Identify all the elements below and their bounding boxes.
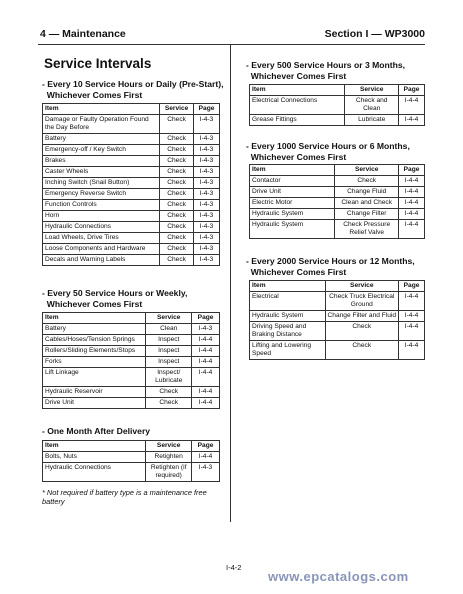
page-cell: I-4-4 — [399, 341, 425, 360]
header-rule — [38, 44, 425, 45]
item-cell: Brakes — [43, 156, 160, 167]
item-cell: Lifting and Lowering Speed — [250, 341, 326, 360]
heading-line: - Every 1000 Service Hours or 6 Months, — [246, 141, 410, 151]
page-title: Service Intervals — [44, 56, 152, 71]
table-row — [43, 452, 220, 463]
table-row — [250, 115, 425, 126]
table-row — [250, 209, 425, 220]
page-cell: I-4-3 — [194, 156, 220, 167]
page-cell: I-4-3 — [194, 244, 220, 255]
item-cell: Hydraulic System — [250, 220, 335, 239]
item-cell: Loose Components and Hardware — [43, 244, 160, 255]
column-header-item: Item — [43, 104, 160, 115]
page-cell: I-4-3 — [194, 233, 220, 244]
item-cell: Grease Fittings — [250, 115, 345, 126]
service-cell: Check Truck Electrical Ground — [325, 292, 399, 311]
table-row — [43, 335, 220, 346]
table-row — [43, 211, 220, 222]
heading-line: Whichever Comes First — [42, 90, 143, 100]
table-row — [43, 368, 220, 387]
table-row — [250, 311, 425, 322]
item-cell: Battery — [43, 324, 146, 335]
item-cell: Driving Speed and Braking Distance — [250, 322, 326, 341]
table-50-hours — [42, 312, 220, 409]
heading-line: - One Month After Delivery — [42, 426, 151, 436]
table-row — [250, 176, 425, 187]
item-cell: Forks — [43, 357, 146, 368]
heading-line: Whichever Comes First — [246, 152, 347, 162]
table-row — [43, 463, 220, 482]
page-cell: I-4-4 — [192, 335, 220, 346]
service-cell: Lubricate — [345, 115, 399, 126]
service-cell: Check — [335, 176, 399, 187]
table-one-month — [42, 440, 220, 482]
table-header-row — [250, 165, 425, 176]
column-header-service: Service — [146, 441, 192, 452]
item-cell: Cables/Hoses/Tension Springs — [43, 335, 146, 346]
column-header-item: Item — [43, 441, 146, 452]
column-header-page: Page — [399, 165, 425, 176]
table-row — [250, 96, 425, 115]
service-cell: Check — [325, 322, 399, 341]
item-cell: Battery — [43, 134, 160, 145]
heading-500-hours — [246, 60, 405, 82]
table-row — [43, 134, 220, 145]
item-cell: Emergency Reverse Switch — [43, 189, 160, 200]
column-header-page: Page — [192, 313, 220, 324]
table-header-row — [250, 85, 425, 96]
service-cell: Check — [160, 145, 194, 156]
header-section-label: 4 — Maintenance — [40, 28, 126, 40]
service-cell: Check — [160, 200, 194, 211]
table-header-row — [43, 441, 220, 452]
page-cell: I-4-3 — [192, 324, 220, 335]
item-cell: Rollers/Sliding Elements/Stops — [43, 346, 146, 357]
page-cell: I-4-3 — [194, 200, 220, 211]
column-header-service: Service — [345, 85, 399, 96]
heading-line: - Every 500 Service Hours or 3 Months, — [246, 60, 406, 70]
heading-line: - Every 10 Service Hours or Daily (Pre-Start), — [42, 79, 224, 89]
column-header-item: Item — [250, 165, 335, 176]
page-cell: I-4-4 — [192, 357, 220, 368]
table-10-hours — [42, 103, 220, 266]
service-cell: Check — [160, 189, 194, 200]
service-cell: Check — [146, 398, 192, 409]
service-cell: Retighten — [146, 452, 192, 463]
service-cell: Check — [160, 244, 194, 255]
page-cell: I-4-4 — [399, 311, 425, 322]
item-cell: Inching Switch (Snail Button) — [43, 178, 160, 189]
page-cell: I-4-4 — [399, 220, 425, 239]
item-cell: Decals and Warning Labels — [43, 255, 160, 266]
table-row — [43, 145, 220, 156]
service-cell: Inspect/ Lubricate — [146, 368, 192, 387]
table-row — [250, 322, 425, 341]
page-number: I-4-2 — [226, 563, 242, 572]
item-cell: Hydraulic Connections — [43, 222, 160, 233]
table-row — [43, 324, 220, 335]
table-header-row — [43, 313, 220, 324]
item-cell: Contactor — [250, 176, 335, 187]
heading-2000-hours — [246, 256, 415, 278]
service-cell: Inspect — [146, 335, 192, 346]
item-cell: Emergency-off / Key Switch — [43, 145, 160, 156]
heading-line: Whichever Comes First — [246, 71, 347, 81]
heading-50-hours — [42, 288, 187, 310]
page-cell: I-4-3 — [194, 145, 220, 156]
page-cell: I-4-4 — [399, 198, 425, 209]
heading-line: Whichever Comes First — [42, 299, 143, 309]
item-cell: Hydraulic System — [250, 311, 326, 322]
service-cell: Check — [160, 167, 194, 178]
page-cell: I-4-3 — [194, 134, 220, 145]
table-row — [43, 178, 220, 189]
table-row — [43, 167, 220, 178]
page-cell: I-4-3 — [194, 115, 220, 134]
service-cell: Check — [160, 211, 194, 222]
item-cell: Drive Unit — [43, 398, 146, 409]
header-manual-label: Section I — WP3000 — [324, 28, 425, 40]
item-cell: Horn — [43, 211, 160, 222]
table-row — [43, 398, 220, 409]
page-cell: I-4-4 — [192, 368, 220, 387]
service-cell: Check — [160, 156, 194, 167]
page-cell: I-4-3 — [194, 167, 220, 178]
table-row — [250, 187, 425, 198]
heading-line: - Every 50 Service Hours or Weekly, — [42, 288, 188, 298]
item-cell: Caster Wheels — [43, 167, 160, 178]
service-cell: Inspect — [146, 346, 192, 357]
page-cell: I-4-3 — [194, 222, 220, 233]
table-row — [43, 244, 220, 255]
table-row — [43, 115, 220, 134]
page-cell: I-4-3 — [194, 189, 220, 200]
column-header-service: Service — [160, 104, 194, 115]
page-cell: I-4-3 — [194, 255, 220, 266]
service-cell: Check Pressure Relief Valve — [335, 220, 399, 239]
service-cell: Check — [160, 233, 194, 244]
page-cell: I-4-4 — [399, 176, 425, 187]
column-header-page: Page — [192, 441, 220, 452]
heading-line: - Every 2000 Service Hours or 12 Months, — [246, 256, 415, 266]
column-divider — [230, 44, 231, 522]
service-cell: Retighten (if required) — [146, 463, 192, 482]
page-cell: I-4-4 — [399, 209, 425, 220]
item-cell: Function Controls — [43, 200, 160, 211]
service-cell: Inspect — [146, 357, 192, 368]
table-1000-hours — [249, 164, 425, 239]
page-cell: I-4-4 — [399, 322, 425, 341]
column-header-item: Item — [43, 313, 146, 324]
column-header-service: Service — [335, 165, 399, 176]
service-cell: Change Filter — [335, 209, 399, 220]
page-cell: I-4-4 — [399, 292, 425, 311]
page-cell: I-4-4 — [399, 187, 425, 198]
table-row — [250, 198, 425, 209]
column-header-item: Item — [250, 281, 326, 292]
service-cell: Check — [160, 178, 194, 189]
table-row — [43, 189, 220, 200]
column-header-page: Page — [194, 104, 220, 115]
service-cell: Check — [160, 115, 194, 134]
table-row — [43, 222, 220, 233]
service-cell: Clean and Check — [335, 198, 399, 209]
item-cell: Hydraulic Connections — [43, 463, 146, 482]
service-cell: Check — [160, 255, 194, 266]
table-500-hours — [249, 84, 425, 126]
item-cell: Electrical — [250, 292, 326, 311]
page-cell: I-4-4 — [192, 452, 220, 463]
footnote: * Not required if battery type is a maintenance free battery — [42, 488, 207, 506]
item-cell: Bolts, Nuts — [43, 452, 146, 463]
table-row — [250, 292, 425, 311]
page-cell: I-4-4 — [192, 387, 220, 398]
page-cell: I-4-4 — [192, 398, 220, 409]
heading-one-month — [42, 426, 150, 437]
table-row — [43, 357, 220, 368]
item-cell: Electric Motor — [250, 198, 335, 209]
table-row — [250, 220, 425, 239]
service-cell: Change Filter and Fluid — [325, 311, 399, 322]
table-row — [43, 156, 220, 167]
item-cell: Load Wheels, Drive Tires — [43, 233, 160, 244]
table-header-row — [43, 104, 220, 115]
heading-line: Whichever Comes First — [246, 267, 347, 277]
table-row — [43, 346, 220, 357]
item-cell: Damage or Faulty Operation Found the Day Before — [43, 115, 160, 134]
service-cell: Check — [146, 387, 192, 398]
column-header-item: Item — [250, 85, 345, 96]
table-row — [43, 387, 220, 398]
watermark-url: www.epcatalogs.com — [268, 569, 409, 584]
column-header-service: Service — [325, 281, 399, 292]
page-cell: I-4-3 — [194, 211, 220, 222]
service-cell: Check and Clean — [345, 96, 399, 115]
item-cell: Hydraulic Reservoir — [43, 387, 146, 398]
page-cell: I-4-4 — [192, 346, 220, 357]
column-header-page: Page — [399, 281, 425, 292]
service-cell: Change Fluid — [335, 187, 399, 198]
table-row — [250, 341, 425, 360]
item-cell: Lift Linkage — [43, 368, 146, 387]
table-header-row — [250, 281, 425, 292]
column-header-page: Page — [399, 85, 425, 96]
heading-1000-hours — [246, 141, 410, 163]
page-cell: I-4-4 — [399, 96, 425, 115]
page-cell: I-4-3 — [192, 463, 220, 482]
page-cell: I-4-4 — [399, 115, 425, 126]
table-row — [43, 233, 220, 244]
item-cell: Hydraulic System — [250, 209, 335, 220]
item-cell: Electrical Connections — [250, 96, 345, 115]
service-cell: Check — [160, 222, 194, 233]
heading-10-hours — [42, 79, 224, 101]
table-row — [43, 255, 220, 266]
table-row — [43, 200, 220, 211]
item-cell: Drive Unit — [250, 187, 335, 198]
page-cell: I-4-3 — [194, 178, 220, 189]
table-2000-hours — [249, 280, 425, 360]
service-cell: Check — [160, 134, 194, 145]
column-header-service: Service — [146, 313, 192, 324]
service-cell: Clean — [146, 324, 192, 335]
service-cell: Check — [325, 341, 399, 360]
